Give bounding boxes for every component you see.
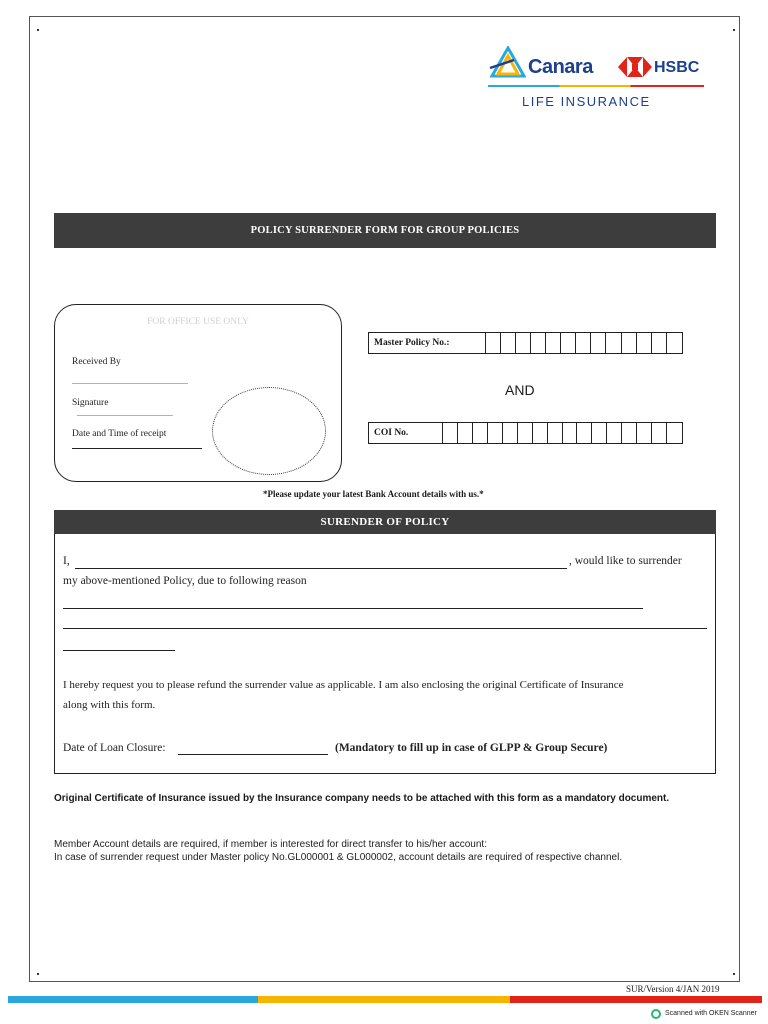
master-policy-field[interactable] — [368, 332, 683, 354]
corner-mark — [37, 973, 39, 975]
bank-notice: *Please update your latest Bank Account details with us.* — [263, 489, 484, 499]
coi-label: COI No. — [369, 423, 443, 443]
corner-mark — [37, 29, 39, 31]
digit-cell[interactable] — [577, 423, 592, 443]
footer-bar-yellow — [258, 996, 510, 1003]
received-by-line[interactable]: .......................................................... — [72, 377, 188, 386]
reason-line[interactable] — [63, 608, 643, 609]
form-title: POLICY SURRENDER FORM FOR GROUP POLICIES — [54, 213, 716, 248]
logo-color-rule — [488, 85, 704, 87]
brand-canara: Canara — [528, 56, 593, 78]
refund-request-line1: I hereby request you to please refund the surrender value as applicable. I am also enclosing the original Certificate of Insurance — [63, 679, 624, 691]
digit-cell[interactable] — [637, 333, 652, 353]
digit-cell[interactable] — [486, 333, 501, 353]
master-policy-label: Master Policy No.: — [369, 333, 486, 353]
digit-cell[interactable] — [592, 423, 607, 443]
digit-cell[interactable] — [622, 423, 637, 443]
digit-cell[interactable] — [652, 423, 667, 443]
version-label: SUR/Version 4/JAN 2019 — [626, 984, 720, 994]
reason-line[interactable] — [63, 628, 707, 629]
digit-cell[interactable] — [516, 333, 531, 353]
digit-cell[interactable] — [473, 423, 488, 443]
digit-cell[interactable] — [548, 423, 563, 443]
office-use-title: FOR OFFICE USE ONLY — [147, 317, 249, 327]
digit-cell[interactable] — [563, 423, 578, 443]
loan-closure-label: Date of Loan Closure: — [63, 742, 166, 754]
name-suffix: , would like to surrender — [569, 555, 682, 567]
member-note-2: In case of surrender request under Master policy No.GL000001 & GL000002, account details are required of respective channel. — [54, 852, 623, 863]
scanner-watermark: Scanned with OKEN Scanner — [665, 1010, 757, 1017]
digit-cell[interactable] — [622, 333, 637, 353]
digit-cell[interactable] — [443, 423, 458, 443]
digit-cell[interactable] — [518, 423, 533, 443]
digit-cell[interactable] — [503, 423, 518, 443]
digit-cell[interactable] — [488, 423, 503, 443]
mandatory-note: Original Certificate of Insurance issued by the Insurance company needs to be attached with this form as a mandatory document. — [54, 793, 670, 804]
signature-line[interactable]: ................................................ — [77, 409, 173, 418]
digit-cell[interactable] — [606, 333, 621, 353]
name-prefix: I, — [63, 555, 70, 567]
footer-bar-red — [510, 996, 762, 1003]
scanner-logo-icon — [651, 1009, 661, 1019]
digit-cell[interactable] — [667, 423, 682, 443]
digit-cell[interactable] — [637, 423, 652, 443]
digit-cell[interactable] — [607, 423, 622, 443]
footer-bar-blue — [8, 996, 258, 1003]
digit-cell[interactable] — [591, 333, 606, 353]
digit-cell[interactable] — [533, 423, 548, 443]
canara-triangle-icon — [488, 46, 526, 78]
reason-line[interactable] — [63, 650, 175, 651]
digit-cell[interactable] — [458, 423, 473, 443]
corner-mark — [733, 29, 735, 31]
surrender-box — [54, 534, 716, 774]
member-note-1: Member Account details are required, if member is interested for direct transfer to his/her account: — [54, 839, 487, 850]
loan-closure-line[interactable] — [178, 754, 328, 755]
hsbc-hexagon-icon — [618, 57, 652, 77]
name-line[interactable] — [75, 568, 567, 569]
loan-closure-note: (Mandatory to fill up in case of GLPP & Group Secure) — [335, 742, 608, 754]
date-time-label: Date and Time of receipt — [72, 429, 167, 439]
signature-label: Signature — [72, 398, 109, 408]
refund-request-line2: along with this form. — [63, 699, 156, 711]
digit-cell[interactable] — [546, 333, 561, 353]
digit-cell[interactable] — [576, 333, 591, 353]
brand-tagline: LIFE INSURANCE — [522, 94, 651, 109]
date-time-line[interactable] — [72, 448, 202, 449]
stamp-area — [212, 387, 326, 475]
coi-field[interactable] — [368, 422, 683, 444]
and-separator: AND — [505, 382, 535, 398]
office-use-box — [54, 304, 342, 482]
corner-mark — [733, 973, 735, 975]
digit-cell[interactable] — [501, 333, 516, 353]
digit-cell[interactable] — [652, 333, 667, 353]
digit-cell[interactable] — [531, 333, 546, 353]
surrender-title: SURENDER OF POLICY — [54, 510, 716, 534]
company-logo — [488, 44, 706, 114]
received-by-label: Received By — [72, 357, 121, 367]
digit-cell[interactable] — [561, 333, 576, 353]
brand-hsbc: HSBC — [654, 59, 700, 76]
reason-intro: my above-mentioned Policy, due to following reason — [63, 575, 307, 587]
digit-cell[interactable] — [667, 333, 682, 353]
